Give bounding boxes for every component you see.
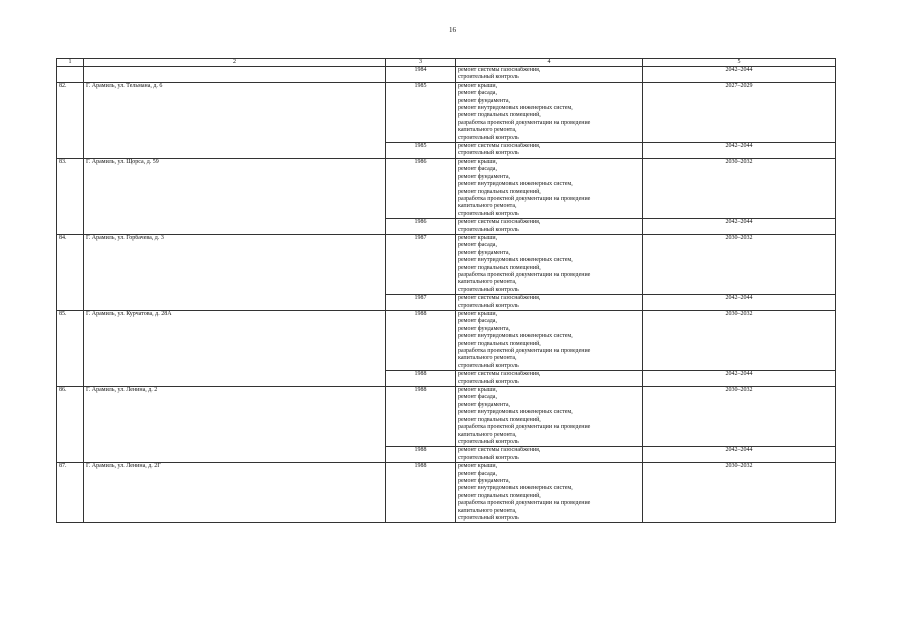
period-cell: 2030–2032 — [643, 158, 836, 218]
work-item: ремонт фундамента, — [458, 97, 510, 104]
table-row — [57, 463, 836, 523]
work-item: ремонт подвальных помещений, — [458, 416, 541, 423]
work-item: строительный контроль — [458, 210, 519, 217]
year-cell: 1987 — [386, 295, 456, 311]
work-item: ремонт фундамента, — [458, 477, 510, 484]
work-item: ремонт внутридомовых инженерных систем, — [458, 333, 573, 340]
work-item: ремонт крыши, — [458, 82, 498, 89]
work-item: ремонт системы газоснабжения, — [458, 143, 541, 150]
table-row — [57, 158, 836, 218]
table-row — [57, 82, 836, 142]
work-item: ремонт подвальных помещений, — [458, 188, 541, 195]
work-item: ремонт крыши, — [458, 387, 498, 394]
work-item: строительный контроль — [458, 226, 519, 233]
work-item: строительный контроль — [458, 302, 519, 309]
work-item: строительный контроль — [458, 438, 519, 445]
work-item: капитального ремонта, — [458, 355, 517, 362]
work-item: ремонт фасада, — [458, 394, 497, 401]
work-item: ремонт фундамента, — [458, 401, 510, 408]
work-item: разработка проектной документации на проведение — [458, 348, 591, 355]
column-header-3: 3 — [386, 59, 456, 67]
work-item: ремонт фундамента, — [458, 249, 510, 256]
work-item: строительный контроль — [458, 454, 519, 461]
period-cell: 2042–2044 — [643, 143, 836, 159]
year-cell: 1988 — [386, 371, 456, 387]
year-cell: 1985 — [386, 82, 456, 142]
column-number-row — [57, 59, 836, 67]
work-item: ремонт фасада, — [458, 90, 497, 97]
work-item: ремонт крыши, — [458, 234, 498, 241]
table-body — [57, 67, 836, 523]
work-item: строительный контроль — [458, 286, 519, 293]
work-item: разработка проектной документации на проведение — [458, 424, 591, 431]
work-item: ремонт подвальных помещений, — [458, 340, 541, 347]
period-cell: 2042–2044 — [643, 447, 836, 463]
works-cell — [456, 234, 643, 294]
work-item: ремонт подвальных помещений, — [458, 112, 541, 119]
year-cell: 1984 — [386, 67, 456, 83]
work-item: капитального ремонта, — [458, 203, 517, 210]
year-cell: 1986 — [386, 158, 456, 218]
work-item: капитального ремонта, — [458, 431, 517, 438]
table-row — [57, 387, 836, 447]
year-cell: 1988 — [386, 387, 456, 447]
period-cell: 2030–2032 — [643, 234, 836, 294]
period-cell: 2027–2029 — [643, 82, 836, 142]
year-cell: 1985 — [386, 143, 456, 159]
work-item: ремонт внутридомовых инженерных систем, — [458, 257, 573, 264]
work-item: ремонт фасада, — [458, 166, 497, 173]
work-item: ремонт системы газоснабжения, — [458, 447, 541, 454]
work-item: ремонт фасада, — [458, 242, 497, 249]
work-item: ремонт крыши, — [458, 158, 498, 165]
column-header-5: 5 — [643, 59, 836, 67]
works-cell — [456, 387, 643, 447]
page-number: 16 — [449, 26, 456, 34]
work-item: разработка проектной документации на проведение — [458, 119, 591, 126]
works-cell — [456, 67, 643, 83]
entry-number-cell: 86. — [57, 387, 84, 463]
year-cell: 1987 — [386, 234, 456, 294]
entry-number-cell: 82. — [57, 82, 84, 158]
entry-number-cell — [57, 67, 84, 83]
works-cell — [456, 82, 643, 142]
year-cell: 1988 — [386, 463, 456, 523]
address-cell: Г. Арамиль, ул. Ленина, д. 2 — [84, 387, 386, 463]
work-item: ремонт подвальных помещений, — [458, 492, 541, 499]
work-item: ремонт системы газоснабжения, — [458, 295, 541, 302]
works-cell — [456, 463, 643, 523]
work-item: ремонт внутридомовых инженерных систем, — [458, 409, 573, 416]
work-item: ремонт крыши, — [458, 463, 498, 470]
works-cell — [456, 311, 643, 371]
work-item: разработка проектной документации на проведение — [458, 195, 591, 202]
work-item: разработка проектной документации на проведение — [458, 500, 591, 507]
work-item: строительный контроль — [458, 362, 519, 369]
work-item: капитального ремонта, — [458, 279, 517, 286]
year-cell: 1986 — [386, 219, 456, 235]
work-item: разработка проектной документации на проведение — [458, 271, 591, 278]
table-row — [57, 311, 836, 371]
entry-number-cell: 83. — [57, 158, 84, 234]
work-item: ремонт внутридомовых инженерных систем, — [458, 485, 573, 492]
repair-program-table — [56, 58, 836, 523]
entry-number-cell: 87. — [57, 463, 84, 523]
address-cell: Г. Арамиль, ул. Тельмана, д. 6 — [84, 82, 386, 158]
work-item: ремонт подвальных помещений, — [458, 264, 541, 271]
period-cell: 2030–2032 — [643, 311, 836, 371]
work-item: строительный контроль — [458, 74, 519, 81]
column-header-4: 4 — [456, 59, 643, 67]
work-item: капитального ремонта, — [458, 507, 517, 514]
work-item: ремонт фундамента, — [458, 325, 510, 332]
period-cell: 2042–2044 — [643, 219, 836, 235]
address-cell — [84, 67, 386, 83]
address-cell: Г. Арамиль, ул. Горбачева, д. 3 — [84, 234, 386, 310]
work-item: строительный контроль — [458, 134, 519, 141]
works-cell — [456, 143, 643, 159]
year-cell: 1988 — [386, 447, 456, 463]
address-cell: Г. Арамиль, ул. Ленина, д. 2Г — [84, 463, 386, 523]
work-item: ремонт фасада, — [458, 318, 497, 325]
work-item: ремонт внутридомовых инженерных систем, — [458, 105, 573, 112]
work-item: ремонт крыши, — [458, 311, 498, 317]
entry-number-cell: 84. — [57, 234, 84, 310]
works-cell — [456, 447, 643, 463]
work-item: ремонт внутридомовых инженерных систем, — [458, 181, 573, 188]
entry-number-cell: 85. — [57, 311, 84, 387]
period-cell: 2030–2032 — [643, 463, 836, 523]
table-row — [57, 234, 836, 294]
works-cell — [456, 371, 643, 387]
works-cell — [456, 295, 643, 311]
work-item: строительный контроль — [458, 378, 519, 385]
work-item: ремонт системы газоснабжения, — [458, 67, 541, 73]
works-cell — [456, 219, 643, 235]
period-cell: 2030–2032 — [643, 387, 836, 447]
table-row — [57, 67, 836, 83]
work-item: капитального ремонта, — [458, 127, 517, 134]
work-item: ремонт фасада, — [458, 470, 497, 477]
address-cell: Г. Арамиль, ул. Курчатова, д. 28А — [84, 311, 386, 387]
work-item: строительный контроль — [458, 150, 519, 157]
column-header-2: 2 — [84, 59, 386, 67]
year-cell: 1988 — [386, 311, 456, 371]
work-item: ремонт системы газоснабжения, — [458, 371, 541, 378]
works-cell — [456, 158, 643, 218]
column-header-1: 1 — [57, 59, 84, 67]
work-item: ремонт фундамента, — [458, 173, 510, 180]
period-cell: 2042–2044 — [643, 371, 836, 387]
address-cell: Г. Арамиль, ул. Щорса, д. 59 — [84, 158, 386, 234]
period-cell: 2042–2044 — [643, 67, 836, 83]
work-item: строительный контроль — [458, 514, 519, 521]
period-cell: 2042–2044 — [643, 295, 836, 311]
work-item: ремонт системы газоснабжения, — [458, 219, 541, 226]
